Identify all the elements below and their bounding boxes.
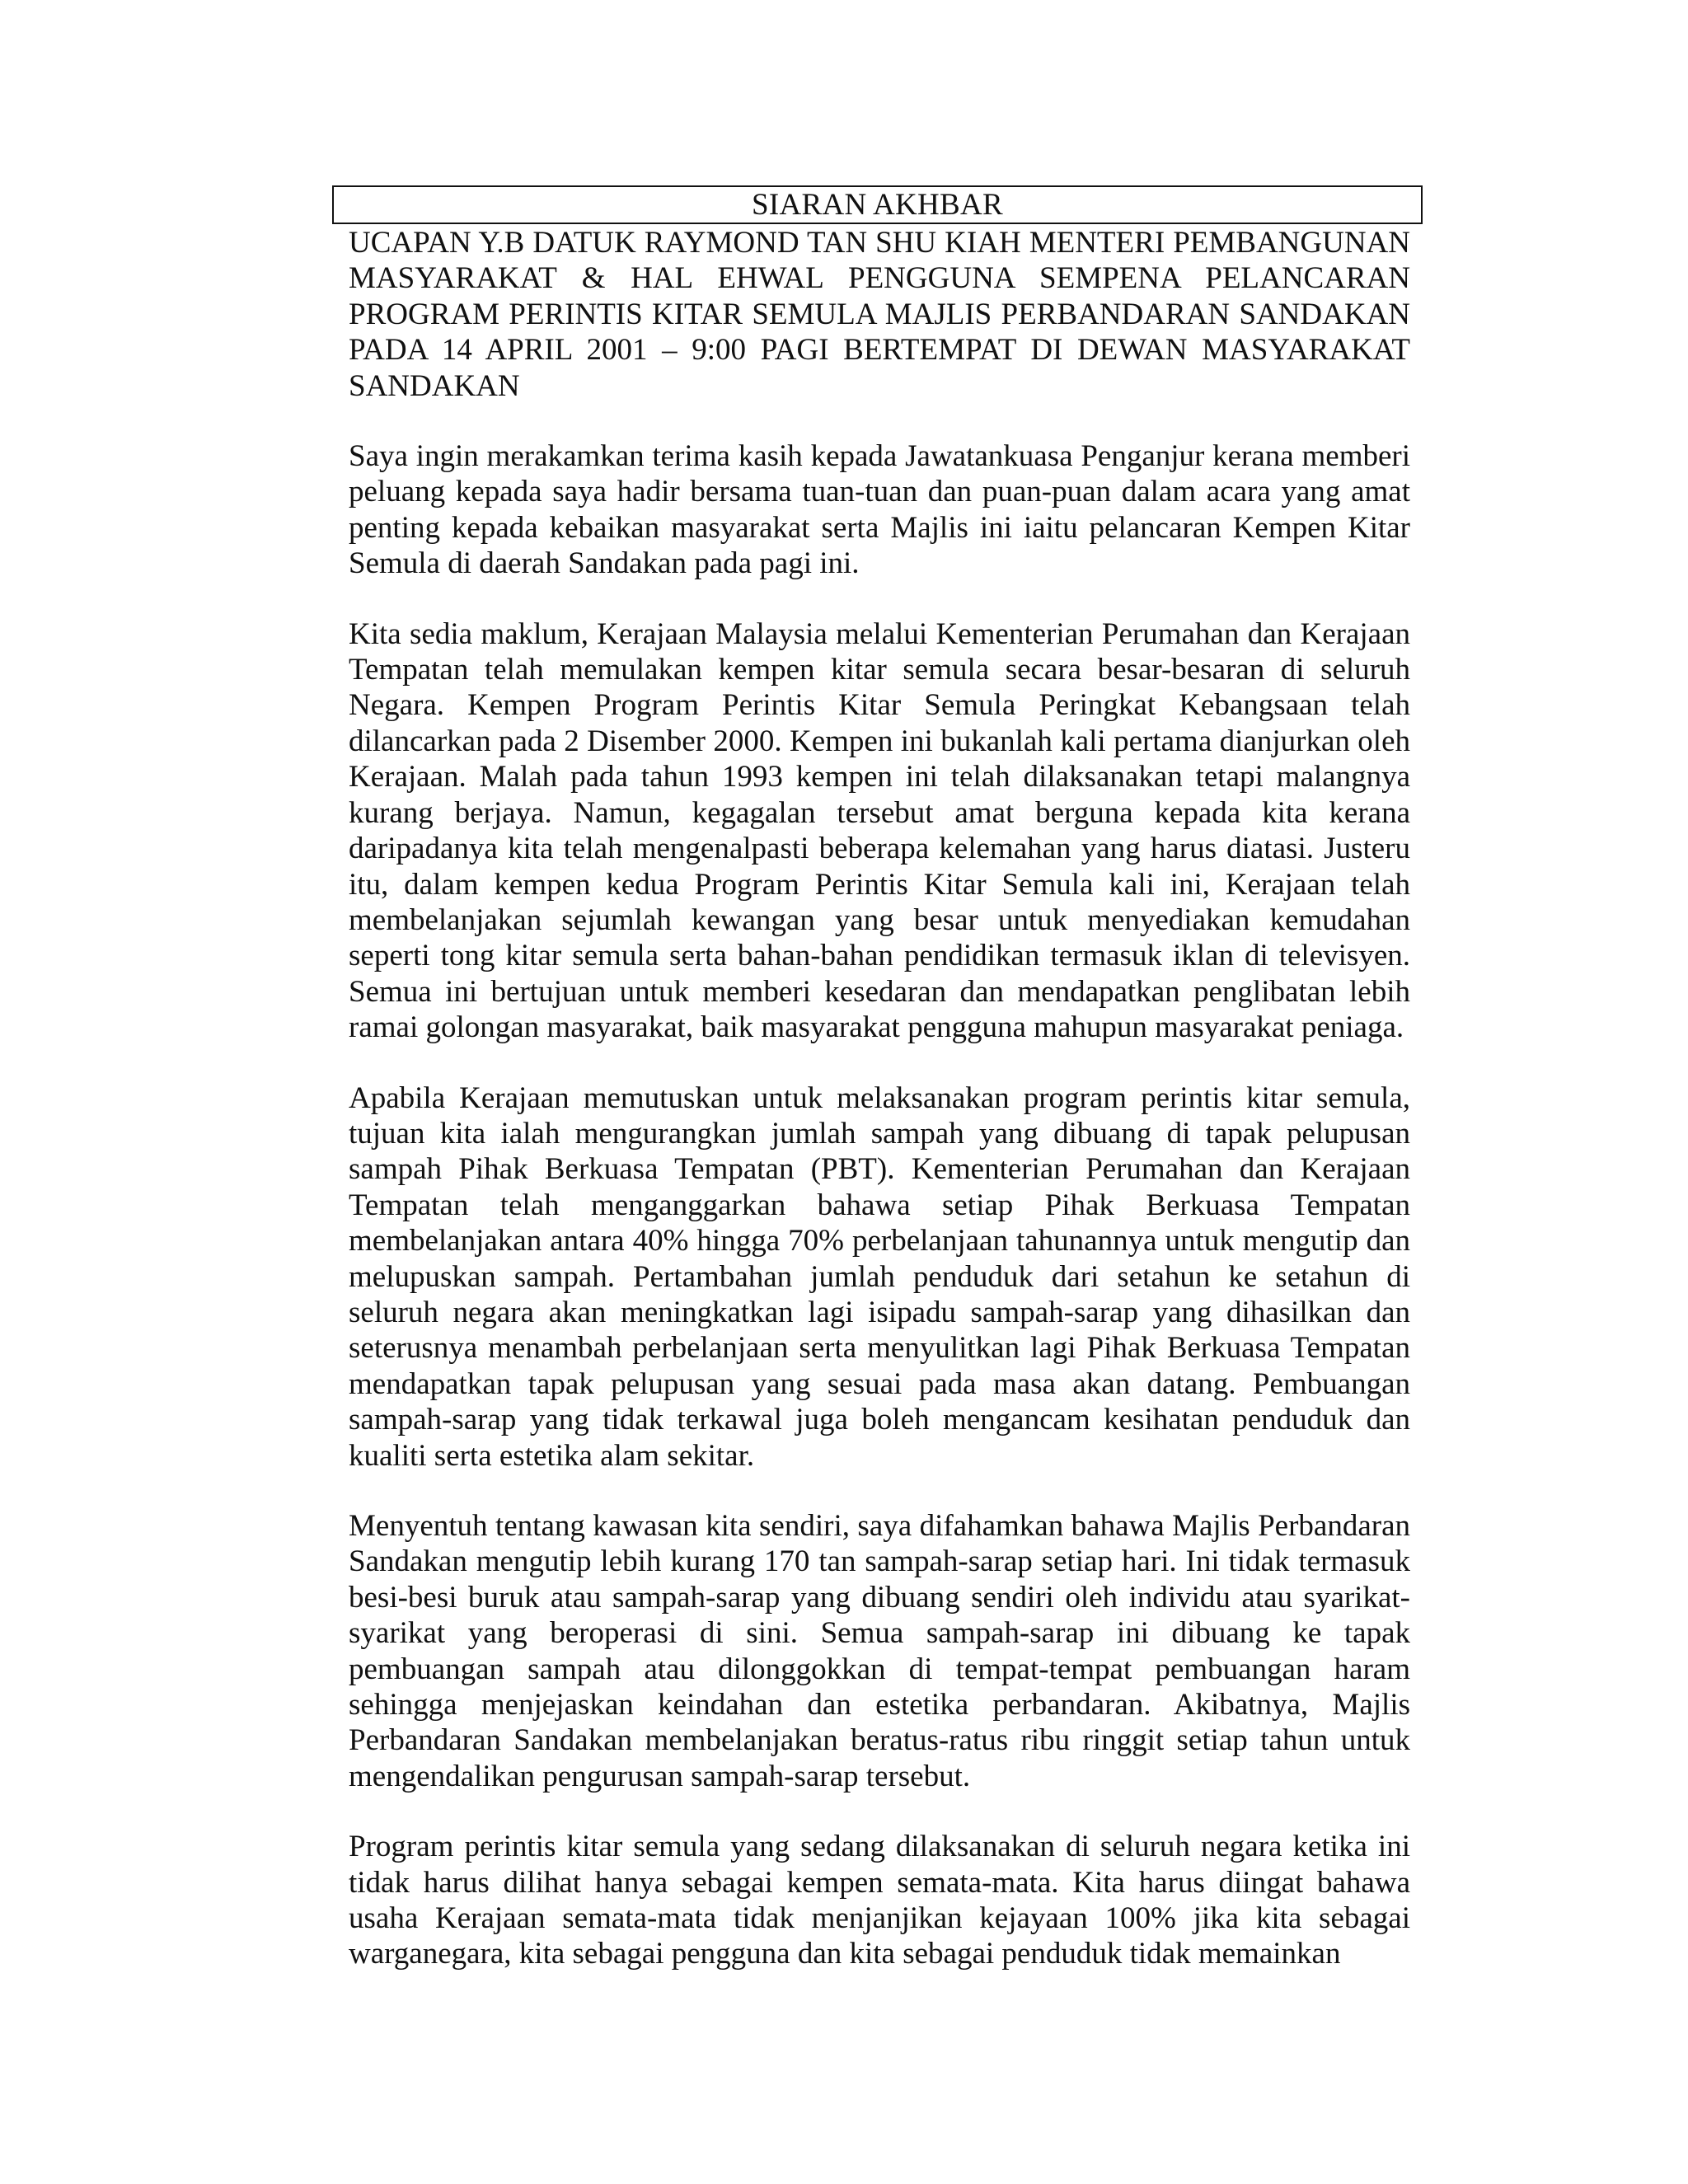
paragraph: Menyentuh tentang kawasan kita sendiri, saya difahamkan bahawa Majlis Perbandaran Sandakan mengutip lebih kurang 170 tan sampah-sarap setiap hari. Ini tidak termasuk besi-besi buruk atau sampah-sarap yang dibuang sendiri oleh individu atau syarikat-syarikat yang beroperasi di sini. Semua sampah-sarap ini dibuang ke tapak pembuangan sampah atau dilonggokkan di tempat-tempat pembuangan haram sehingga menjejaskan keindahan dan estetika perbandaran. Akibatnya, Majlis Perbandaran Sandakan membelanjakan beratus-ratus ribu ringgit setiap tahun untuk mengendalikan pengurusan sampah-sarap tersebut. <box>349 1509 1410 1793</box>
speech-heading: UCAPAN Y.B DATUK RAYMOND TAN SHU KIAH MENTERI PEMBANGUNAN MASYARAKAT & HAL EHWAL PENGGUNA SEMPENA PELANCARAN PROGRAM PERINTIS KITAR SEMULA MAJLIS PERBANDARAN SANDAKAN PADA 14 APRIL 2001 – 9:00 PAGI BERTEMPAT DI DEWAN MASYARAKAT SANDAKAN <box>349 226 1410 403</box>
paragraph: Program perintis kitar semula yang sedang dilaksanakan di seluruh negara ketika ini tidak harus dilihat hanya sebagai kempen semata-mata. Kita harus diingat bahawa usaha Kerajaan semata-mata tidak menjanjikan kejayaan 100% jika kita sebagai warganegara, kita sebagai pengguna dan kita sebagai penduduk tidak memainkan <box>349 1830 1410 1971</box>
document-body <box>349 225 1410 1972</box>
paragraph: Apabila Kerajaan memutuskan untuk melaksanakan program perintis kitar semula, tujuan kita ialah mengurangkan jumlah sampah yang dibuang di tapak pelupusan sampah Pihak Berkuasa Tempatan (PBT). Kementerian Perumahan dan Kerajaan Tempatan telah menganggarkan bahawa setiap Pihak Berkuasa Tempatan membelanjakan antara 40% hingga 70% perbelanjaan tahunannya untuk mengutip dan melupuskan sampah. Pertambahan jumlah penduduk dari setahun ke setahun di seluruh negara akan meningkatkan lagi isipadu sampah-sarap yang dihasilkan dan seterusnya menambah perbelanjaan serta menyulitkan lagi Pihak Berkuasa Tempatan mendapatkan tapak pelupusan yang sesuai pada masa akan datang. Pembuangan sampah-sarap yang tidak terkawal juga boleh mengancam kesihatan penduduk dan kualiti serta estetika alam sekitar. <box>349 1080 1410 1473</box>
paragraph: Saya ingin merakamkan terima kasih kepada Jawatankuasa Penganjur kerana memberi peluang kepada saya hadir bersama tuan-tuan dan puan-puan dalam acara yang amat penting kepada kebaikan masyarakat serta Majlis ini iaitu pelancaran Kempen Kitar Semula di daerah Sandakan pada pagi ini. <box>349 439 1410 581</box>
press-release-title: SIARAN AKHBAR <box>332 185 1423 224</box>
paragraph: Kita sedia maklum, Kerajaan Malaysia melalui Kementerian Perumahan dan Kerajaan Tempatan telah memulakan kempen kitar semula secara besar-besaran di seluruh Negara. Kempen Program Perintis Kitar Semula Peringkat Kebangsaan telah dilancarkan pada 2 Disember 2000. Kempen ini bukanlah kali pertama dianjurkan oleh Kerajaan. Malah pada tahun 1993 kempen ini telah dilaksanakan tetapi malangnya kurang berjaya. Namun, kegagalan tersebut amat berguna kepada kita kerana daripadanya kita telah mengenalpasti beberapa kelemahan yang harus diatasi. Justeru itu, dalam kempen kedua Program Perintis Kitar Semula kali ini, Kerajaan telah membelanjakan sejumlah kewangan yang besar untuk menyediakan kemudahan seperti tong kitar semula serta bahan-bahan pendidikan termasuk iklan di televisyen. Semua ini bertujuan untuk memberi kesedaran dan mendapatkan penglibatan lebih ramai golongan masyarakat, baik masyarakat pengguna mahupun masyarakat peniaga. <box>349 616 1410 1045</box>
